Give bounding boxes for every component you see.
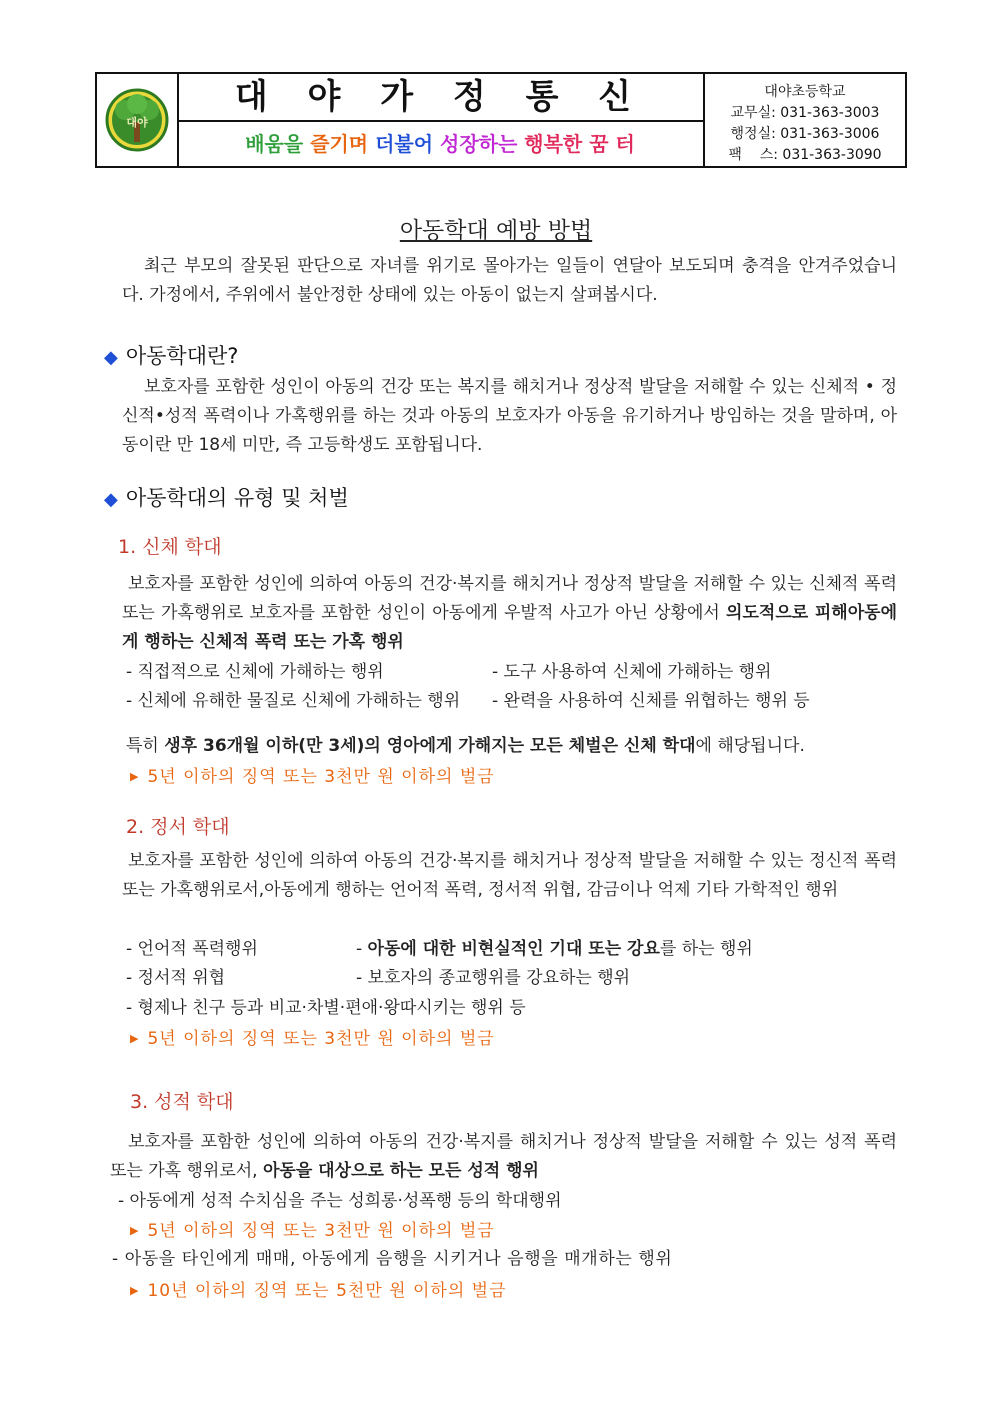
contact-info (705, 82, 905, 166)
list-item: - 신체에 유해한 물질로 신체에 가해하는 행위 (126, 691, 461, 711)
list-item: - 언어적 폭력행위 (126, 939, 258, 959)
list-item: - 형제나 친구 등과 비교·차별·편애·왕따시키는 행위 등 (126, 998, 526, 1018)
triangle-right-icon: ▶ (130, 1224, 140, 1237)
emotional-abuse-heading: 2. 정서 학대 (126, 816, 230, 838)
list-item: - 보호자의 종교행위를 강요하는 행위 (356, 968, 631, 988)
list-item: - 아동에 대한 비현실적인 기대 또는 강요를 하는 행위 (356, 939, 753, 959)
school-name: 대야초등학교 (764, 84, 846, 100)
header-middle (177, 74, 705, 166)
list-item: - 완력을 사용하여 신체를 위협하는 행위 등 (492, 691, 810, 711)
list-item: - 아동에게 성적 수치심을 주는 성희롱·성폭행 등의 학대행위 (118, 1191, 562, 1211)
physical-abuse-body: 보호자를 포함한 성인에 의하여 아동의 건강·복지를 해치거나 정상적 발달을 저해할 수 있는 신체적 폭력 또는 가혹행위로 보호자를 포함한 성인이 아동에게 우발적 사고가 아닌 상황에서 의도적으로 피해아동에게 행하는 신체적 폭력 또는 가혹 행위 (122, 574, 897, 652)
section-heading: 아동학대의 유형 및 처벌 (125, 486, 349, 510)
emotional-penalty: ▶ 5년 이하의 징역 또는 3천만 원 이하의 벌금 (130, 1029, 495, 1049)
sexual-abuse-heading: 3. 성적 학대 (130, 1091, 234, 1113)
office-phone: 교무실: 031-363-3003 (730, 105, 880, 121)
school-logo (97, 74, 177, 166)
document-title: 아동학대 예방 방법 (399, 218, 593, 244)
emotional-abuse-body: 보호자를 포함한 성인에 의하여 아동의 건강·복지를 해치거나 정상적 발달을 저해할 수 있는 정신적 폭력 또는 가혹행위로서,아동에게 행하는 언어적 폭력, 정서적 위협, 감금이나 억제 기타 가학적인 행위 (122, 851, 897, 900)
logo-cell (97, 74, 179, 166)
svg-text:대야: 대야 (126, 116, 148, 129)
slogan-segment: 더불어 (375, 132, 441, 156)
triangle-right-icon: ▶ (130, 770, 140, 783)
school-slogan (177, 122, 703, 166)
section-types-and-penalties (104, 482, 349, 512)
slogan-segment: 행복한 꿈 터 (524, 132, 635, 156)
diamond-icon: ◆ (104, 347, 118, 368)
section-what-is-abuse (104, 340, 238, 370)
sexual-abuse-body: 보호자를 포함한 성인에 의하여 아동의 건강·복지를 해치거나 정상적 발달을 저해할 수 있는 성적 폭력 또는 가혹 행위로서, 아동을 대상으로 하는 모든 성적 행위 (110, 1132, 897, 1181)
slogan-segment: 배움을 (245, 132, 311, 156)
list-item: - 아동을 타인에게 매매, 아동에게 음행을 시키거나 음행을 매개하는 행위 (112, 1249, 673, 1269)
newsletter-header (95, 72, 907, 168)
infant-note: 특히 생후 36개월 이하(만 3세)의 영아에게 가해지는 모든 체벌은 신체 학대에 해당됩니다. (126, 736, 805, 756)
triangle-right-icon: ▶ (130, 1284, 140, 1297)
physical-penalty: ▶ 5년 이하의 징역 또는 3천만 원 이하의 벌금 (130, 767, 495, 787)
admin-phone: 행정실: 031-363-3006 (730, 126, 880, 142)
slogan-segment: 성장하는 (440, 132, 525, 156)
slogan-segment: 즐기며 (310, 132, 376, 156)
newsletter-title: 대 야 가 정 통 신 (177, 74, 703, 122)
emphasis-text: 의도적으로 피해아동에게 행하는 신체적 폭력 또는 가혹 행위 (122, 603, 897, 652)
fax-number: 팩 스: 031-363-3090 (728, 147, 882, 163)
list-item: - 정서적 위협 (126, 968, 226, 988)
section-heading: 아동학대란? (125, 344, 239, 368)
physical-abuse-heading: 1. 신체 학대 (118, 536, 222, 558)
intro-paragraph: 최근 부모의 잘못된 판단으로 자녀를 위기로 몰아가는 일들이 연달아 보도되며 충격을 안겨주었습니다. 가정에서, 주위에서 불안정한 상태에 있는 아동이 없는지 살펴봅시다. (122, 256, 897, 305)
definition-paragraph: 보호자를 포함한 성인이 아동의 건강 또는 복지를 해치거나 정상적 발달을 저해할 수 있는 신체적 • 정신적•성적 폭력이나 가혹행위를 하는 것과 아동의 보호자가 아동을 유기하거나 방임하는 것을 말하며, 아동이란 만 18세 미만, 즉 고등학생도 포함됩니다. (122, 377, 897, 455)
diamond-icon: ◆ (104, 489, 118, 510)
emphasis-text: 아동을 대상으로 하는 모든 성적 행위 (263, 1161, 539, 1181)
sexual-penalty-1: ▶ 5년 이하의 징역 또는 3천만 원 이하의 벌금 (130, 1221, 495, 1241)
list-item: - 도구 사용하여 신체에 가해하는 행위 (492, 662, 772, 682)
list-item: - 직접적으로 신체에 가해하는 행위 (126, 662, 384, 682)
sexual-penalty-2: ▶ 10년 이하의 징역 또는 5천만 원 이하의 벌금 (130, 1281, 507, 1301)
triangle-right-icon: ▶ (130, 1032, 140, 1045)
